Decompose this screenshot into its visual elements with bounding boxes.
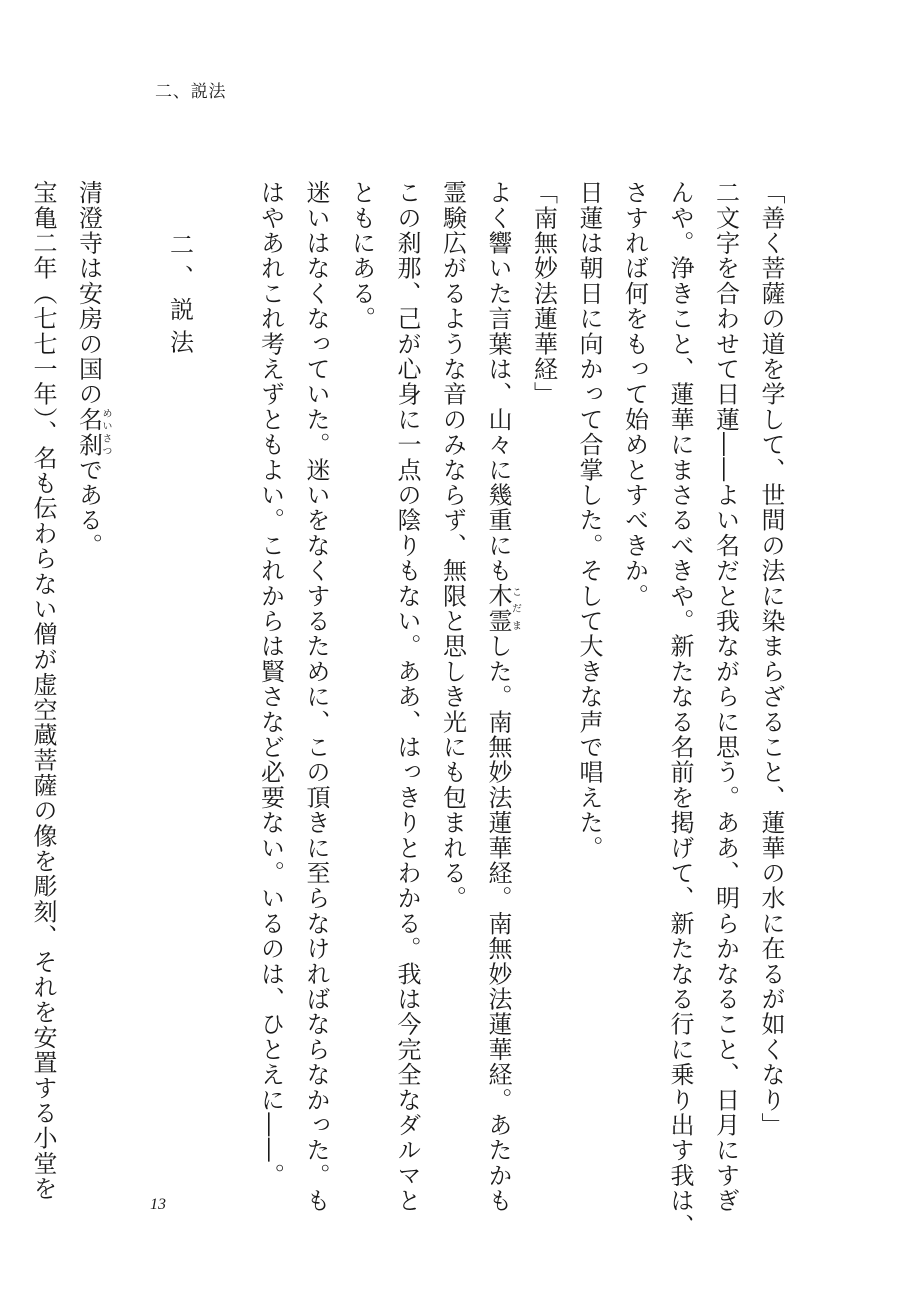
text-line: 二文字を合わせて日蓮――よい名だと我ながらに思う。ああ、明らかなること、日月にすぎ (711, 180, 740, 1214)
text-line: 迷いはなくなっていた。迷いをなくするために、この頂きに至らなければならなかった。も (302, 180, 330, 1214)
section-heading: 二、説法 (165, 232, 194, 362)
text-line: さすれば何をもって始めとすべきか。 (620, 180, 649, 609)
text-line: 日蓮は朝日に向かって合掌した。そして大きな声で唱えた。 (575, 180, 603, 861)
text-line: 霊験広がるような音のみならず、無限と思しき光にも包まれる。 (438, 180, 467, 911)
text-line: 「善く菩薩の道を学して、世間の法に染まらざること、蓮華の水に在るが如くなり」 (757, 180, 785, 1138)
text-line: 宝亀二年（七七一年）、名も伝わらない僧が虚空蔵菩薩の像を彫刻、それを安置する小堂を (29, 180, 57, 1202)
text-line: んや。浄きこと、蓮華にまさるべきや。新たなる名前を掲げて、新たなる行に乗り出す我は、 (666, 180, 694, 1239)
text-line: はやあれこれ考えずともよい。これからは賢さなど必要ない。いるのは、ひとえに――。 (256, 180, 285, 1188)
text-line: 「南無妙法蓮華経」 (529, 180, 558, 407)
text-line-with-ruby: よく響いた言葉は、山々に幾重にも木霊こだました。南無妙法蓮華経。南無妙法蓮華経。あたかも (484, 180, 521, 1214)
text-line-with-ruby: 清澄寺は安房の国の名刹めいさつである。 (74, 180, 111, 559)
text-line: この刹那、己が心身に一点の陰りもない。ああ、はっきりとわかる。我は今完全なダルマと (393, 180, 421, 1214)
text-line: ともにある。 (347, 180, 376, 332)
running-head: 二、説法 (155, 82, 227, 102)
page-number: 13 (150, 1196, 166, 1213)
